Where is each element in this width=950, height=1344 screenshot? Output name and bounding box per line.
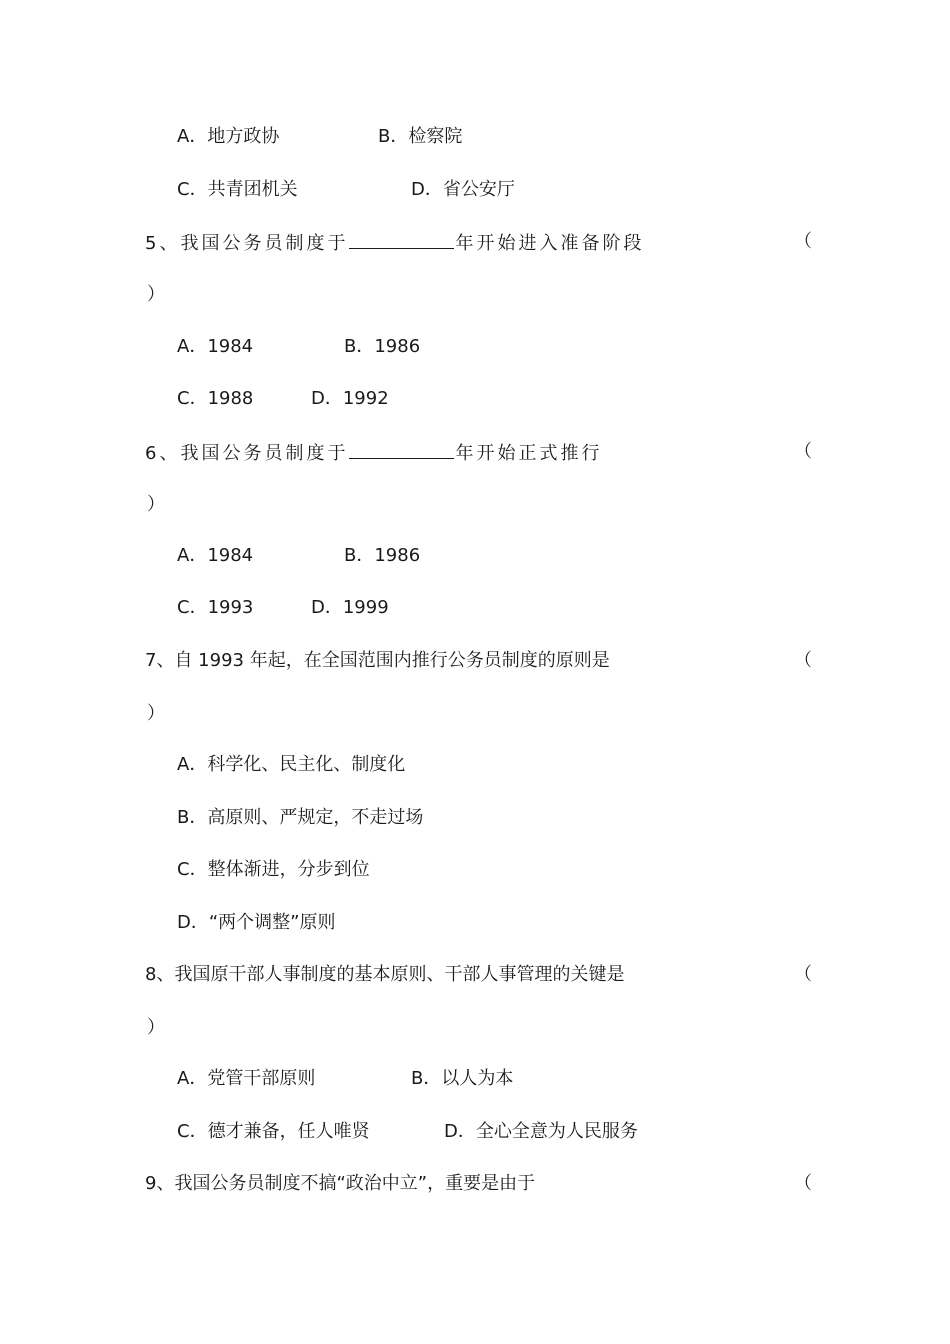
answer-paren-close: ） bbox=[147, 1017, 165, 1038]
q5-option-a: A．1984 bbox=[177, 336, 254, 357]
q7-option-d: D．“两个调整”原则 bbox=[177, 912, 336, 933]
q8-option-a: A．党管干部原则 bbox=[177, 1068, 316, 1089]
q4-option-c: C．共青团机关 bbox=[177, 179, 298, 200]
q4-option-d: D．省公安厅 bbox=[411, 179, 515, 200]
q6-option-b: B．1986 bbox=[344, 545, 421, 566]
answer-paren-open: （ bbox=[794, 441, 812, 462]
question-7: 7、自 1993 年起，在全国范围内推行公务员制度的原则是 bbox=[145, 650, 610, 671]
q4-option-b: B．检察院 bbox=[378, 126, 463, 147]
answer-paren-close: ） bbox=[147, 703, 165, 724]
question-6-suffix: 年开始正式推行 bbox=[455, 443, 603, 464]
question-6-prefix: 6、我国公务员制度于 bbox=[145, 443, 349, 464]
answer-paren-open: （ bbox=[794, 1173, 812, 1194]
q8-option-d: D．全心全意为人民服务 bbox=[444, 1121, 638, 1142]
question-6 bbox=[145, 440, 602, 466]
answer-paren-close: ） bbox=[147, 284, 165, 305]
q5-option-b: B．1986 bbox=[344, 336, 421, 357]
q6-option-a: A．1984 bbox=[177, 545, 254, 566]
question-5-prefix: 5、我国公务员制度于 bbox=[145, 233, 349, 254]
q6-option-c: C．1993 bbox=[177, 597, 254, 618]
question-5-suffix: 年开始进入准备阶段 bbox=[455, 233, 645, 254]
q8-option-c: C．德才兼备，任人唯贤 bbox=[177, 1121, 370, 1142]
q5-option-c: C．1988 bbox=[177, 388, 254, 409]
answer-paren-open: （ bbox=[794, 650, 812, 671]
answer-blank bbox=[349, 230, 454, 249]
q7-option-c: C．整体渐进，分步到位 bbox=[177, 859, 370, 880]
answer-paren-open: （ bbox=[794, 231, 812, 252]
q4-option-a: A．地方政协 bbox=[177, 126, 280, 147]
answer-blank bbox=[349, 440, 454, 459]
q5-option-d: D．1992 bbox=[311, 388, 389, 409]
question-9: 9、我国公务员制度不搞“政治中立”，重要是由于 bbox=[145, 1173, 536, 1194]
q7-option-a: A．科学化、民主化、制度化 bbox=[177, 754, 406, 775]
question-5 bbox=[145, 230, 644, 256]
q8-option-b: B．以人为本 bbox=[411, 1068, 514, 1089]
question-8: 8、我国原干部人事制度的基本原则、干部人事管理的关键是 bbox=[145, 964, 625, 985]
answer-paren-close: ） bbox=[147, 494, 165, 515]
q6-option-d: D．1999 bbox=[311, 597, 389, 618]
answer-paren-open: （ bbox=[794, 964, 812, 985]
q7-option-b: B．高原则、严规定，不走过场 bbox=[177, 807, 424, 828]
